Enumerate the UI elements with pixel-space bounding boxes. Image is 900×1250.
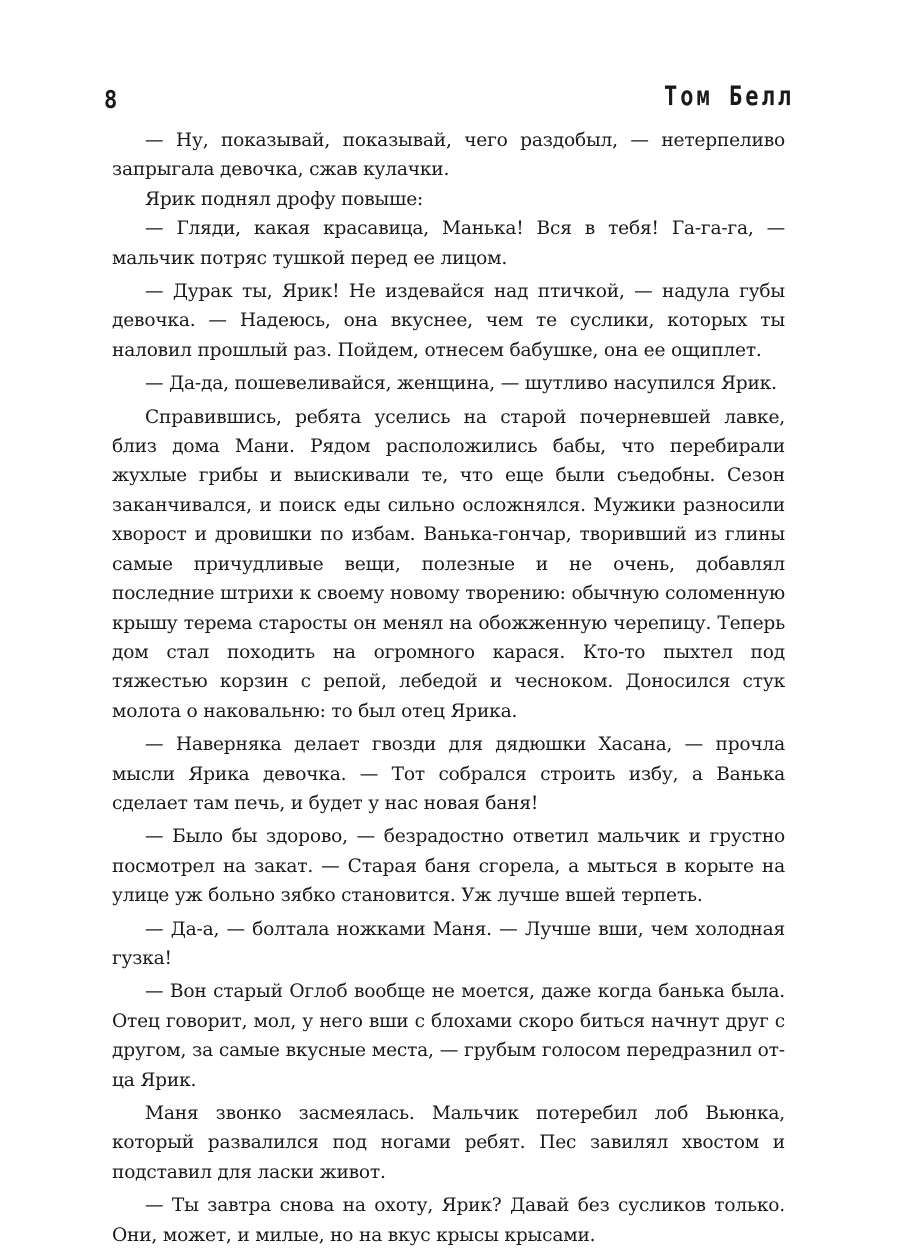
text-body — [112, 126, 785, 1250]
paragraph: — Дурак ты, Ярик! Не издевайся над птичкой, — надула губы девочка. — Надеюсь, она вкуснее, чем те суслики, которых ты наловил прошлый раз. Пойдем, отнесем бабушке, она ее ощиплет. — [112, 281, 785, 361]
paragraph: — Вон старый Оглоб вообще не моется, даже когда банька была. Отец говорит, мол, у него вши с блохами скоро биться начнут друг с другом, за самые вкусные места, — грубым голосом передразнил отца Ярик. — [112, 981, 785, 1091]
paragraph: Маня звонко засмеялась. Мальчик потеребил лоб Вьюнка, который развалился под ногами ребят. Пес завилял хвостом и подставил для ласки живот. — [112, 1103, 785, 1183]
running-title-author: Том Белл — [664, 82, 794, 112]
paragraph: — Ты завтра снова на охоту, Ярик? Давай без сусликов только. Они, может, и милые, но на вкус крысы крысами. — [112, 1195, 785, 1246]
paragraph: — Да-да, пошевеливайся, женщина, — шутливо насупился Ярик. — [145, 373, 777, 395]
paragraph: — Ну, показывай, показывай, чего раздобыл, — нетерпеливо запрыгала девочка, сжав кулачки. — [112, 130, 785, 181]
paragraph: — Гляди, какая красавица, Манька! Вся в тебя! Га-га-га, — мальчик потряс тушкой перед ее лицом. — [112, 218, 785, 269]
paragraph: Ярик поднял дрофу повыше: — [145, 188, 424, 210]
paragraph: Справившись, ребята уселись на старой почерневшей лавке, близ дома Мани. Рядом расположились бабы, что перебирали жухлые грибы и выискивали те, что еще были съедобны. Сезон заканчивался, и поиск еды сильно осложнялся. Мужики разносили хворост и дровишки по избам. Ванька-гончар, творивший из глины самые причудливые вещи, полезные и не очень, добавлял последние штрихи к своему новому творению: обычную соломенную крышу терема старосты он менял на обожженную черепицу. Теперь дом стал походить на огромного карася. Кто-то пыхтел под тяжестью корзин с репой, лебедой и чесноком. Доносился стук молота о наковальню: то был отец Ярика. — [112, 406, 785, 722]
running-head — [104, 80, 794, 120]
paragraph: — Было бы здорово, — безрадостно ответил мальчик и грустно посмотрел на закат. — Старая баня сгорела, а мыться в корыте на улице уж больно зябко становится. Уж лучше вшей терпеть. — [112, 826, 785, 907]
paragraph: — Наверняка делает гвозди для дядюшки Хасана, — прочла мысли Ярика девочка. — Тот собрался строить избу, а Ванька сделает там печь, и будет у нас новая баня! — [112, 734, 785, 814]
paragraph: — Да-а, — болтала ножками Маня. — Лучше вши, чем холодная гузка! — [112, 918, 785, 969]
page-number: 8 — [104, 86, 118, 115]
